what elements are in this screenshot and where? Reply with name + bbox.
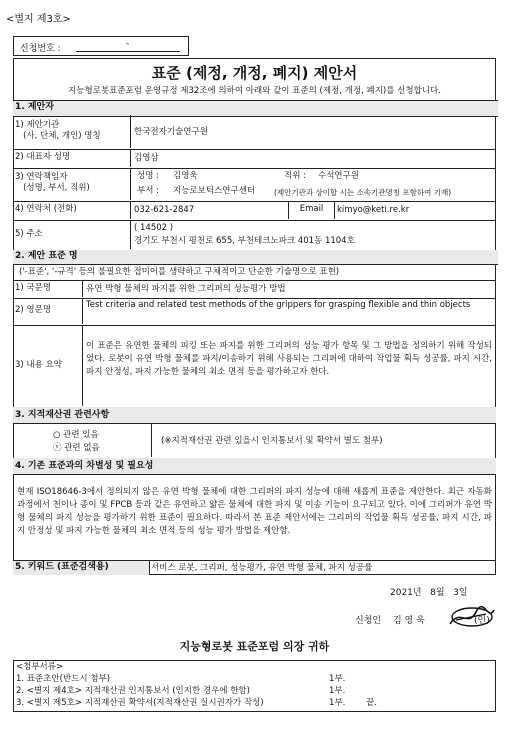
dept-label: 부서 : [137, 186, 159, 196]
korean-name-value: 유연 박형 물체의 파지를 위한 그리퍼의 성능평가 방법 [86, 284, 286, 294]
section4-body: 현재 ISO18646-3에서 정의되지 않은 유연 박형 물체에 대한 그리퍼의 파지 성능에 대해 새롭게 표준을 제안한다. 최근 자동화 과정에서 천이나 종이 및 FPCB 등과 같은 유연하고 얇은 물체에 대한 파지 및 이송 기능이 요구되고 있다. 이에 그리퍼가 유연 박형 물체의 파지 성능을 평가하기 위한 표준이 필요하다. 따라서 본 표준 제안서에는 그리퍼의 작업물 획득 성공률, 파지 시간, 파지 안정성 및 파지 가능한 물체의 최소 면적 등의 성능 평가 방법을 제안함. [17, 487, 492, 536]
contact-label: 3) 연락책임자 (성명, 부서, 직위) [13, 168, 131, 200]
form-label: <별지 제3호> [6, 14, 71, 25]
keyword-value: 서비스 로봇, 그리퍼, 성능평가, 유연 박형 물체, 파지 성공률 [151, 563, 373, 573]
org-value: 한국전자기술연구원 [134, 127, 208, 137]
english-name-label: 2) 영문명 [13, 298, 83, 324]
attachments-box [13, 660, 496, 712]
org-label: 1) 제안기관 (사, 단체, 개인) 명칭 [13, 115, 131, 148]
applicant-label: 신청인 [355, 616, 382, 626]
summary-row [13, 325, 496, 408]
korean-name-row [13, 281, 496, 299]
section2-header: 2. 제안 표준 명 [13, 250, 498, 265]
address-value: 경기도 부천시 평천로 655, 부천테크노파크 401동 1104호 [134, 236, 355, 246]
ip-options [13, 424, 152, 457]
application-number-line [76, 51, 180, 52]
rep-label: 2) 대표자 성명 [13, 149, 131, 167]
application-number-value: - [126, 39, 130, 49]
org-row [13, 115, 496, 150]
address-row [13, 220, 496, 251]
address-label: 5) 주소 [13, 220, 131, 249]
attachment-end: 끝. [366, 698, 377, 708]
dept-value: 지능로보틱스연구센터 [173, 186, 256, 196]
application-number-label: 신청번호 : [20, 44, 61, 54]
attachment-1: 1. 표준초안(반드시 첨부) [16, 674, 111, 684]
position-value: 수석연구원 [318, 171, 360, 181]
attachment-3-count: 1부. [329, 698, 346, 708]
zip-value: ( 14502 ) [134, 223, 174, 233]
dept-note: (제안기관과 상이할 시는 소속기관명칭 포함하여 기재) [274, 188, 452, 197]
ip-option-yes[interactable]: ○ 관련 있음 [53, 430, 99, 440]
rep-value: 김영삼 [134, 153, 159, 163]
application-number-box [13, 36, 189, 56]
email-value: kimyo@keti.re.kr [337, 205, 410, 215]
form-subtitle: 지능형로봇표준포럼 운영규정 제32조에 의하여 아래와 같이 표준의 (제정, 개정, 폐지)를 신청합니다. [68, 86, 441, 96]
english-name-value: Test criteria and related test methods of the grippers for grasping flexible and thin objects [86, 300, 471, 310]
rep-row [13, 149, 496, 169]
ip-option-no[interactable]: ⓥ 관련 없음 [53, 443, 100, 453]
attachment-2-count: 1부. [329, 686, 346, 696]
section3-header: 3. 지적재산권 관련사항 [13, 407, 496, 424]
addressee: 지능형로봇 표준포럼 의장 귀하 [179, 640, 330, 653]
attachment-3: 3. <별지 제5호> 지적재산권 확약서(지적재산권 실시권자가 작성) [16, 698, 264, 708]
position-label: 직위 : [284, 171, 306, 181]
ip-note: (※지적재산권 관련 있을시 인지통보서 및 확약서 별도 첨부) [161, 436, 383, 446]
name-label: 성명 : [137, 171, 159, 181]
name-value: 김영욱 [173, 171, 198, 181]
keyword-row [13, 560, 496, 576]
email-label: Email [288, 201, 335, 219]
phone-label: 4) 연락처 (전화) [13, 201, 131, 219]
section4-header: 4. 기존 표준과의 차별성 및 필요성 [13, 458, 496, 475]
section2-note: ('-표준', '-규격' 등의 불필요한 접미어를 생략하고 구체적이고 단순한 기술명으로 표현) [13, 264, 496, 281]
section5-header: 5. 키워드 (표준검색용) [13, 561, 150, 575]
form-title: 표준 (제정, 개정, 폐지) 제안서 [151, 64, 358, 82]
date: 2021년 8월 3일 [390, 588, 468, 598]
phone-value: 032-621-2847 [134, 205, 195, 215]
attachment-1-count: 1부. [329, 674, 346, 684]
section1-header: 1. 제안자 [13, 100, 498, 117]
ip-row [13, 424, 496, 459]
contact-row [13, 168, 496, 202]
applicant-name: 김 영 욱 [393, 616, 425, 626]
attachments-header: <첨부서류> [16, 662, 64, 672]
attachment-2: 2. <별지 제4호> 지적재산권 인지통보서 (인지한 경우에 한함) [16, 686, 250, 696]
english-name-row [13, 298, 496, 326]
summary-value: 이 표준은 유연한 물체의 피킹 또는 파지를 위한 그리퍼의 성능 평가 항목 및 그 방법을 정의하기 위해 작성되었다. 로봇이 유연 박형 물체를 파지/이송하기 위해 사용되는 그리퍼에 대하여 작업물 획득 성공률, 파지 시간, 파지 안정성, 파지 가능한 물체의 최소 면적 등을 평가하고자 한다. [86, 341, 492, 377]
summary-label: 3) 내용 요약 [13, 325, 83, 406]
seal-text: (인) [474, 616, 490, 626]
phone-row [13, 201, 496, 221]
korean-name-label: 1) 국문명 [13, 281, 83, 297]
